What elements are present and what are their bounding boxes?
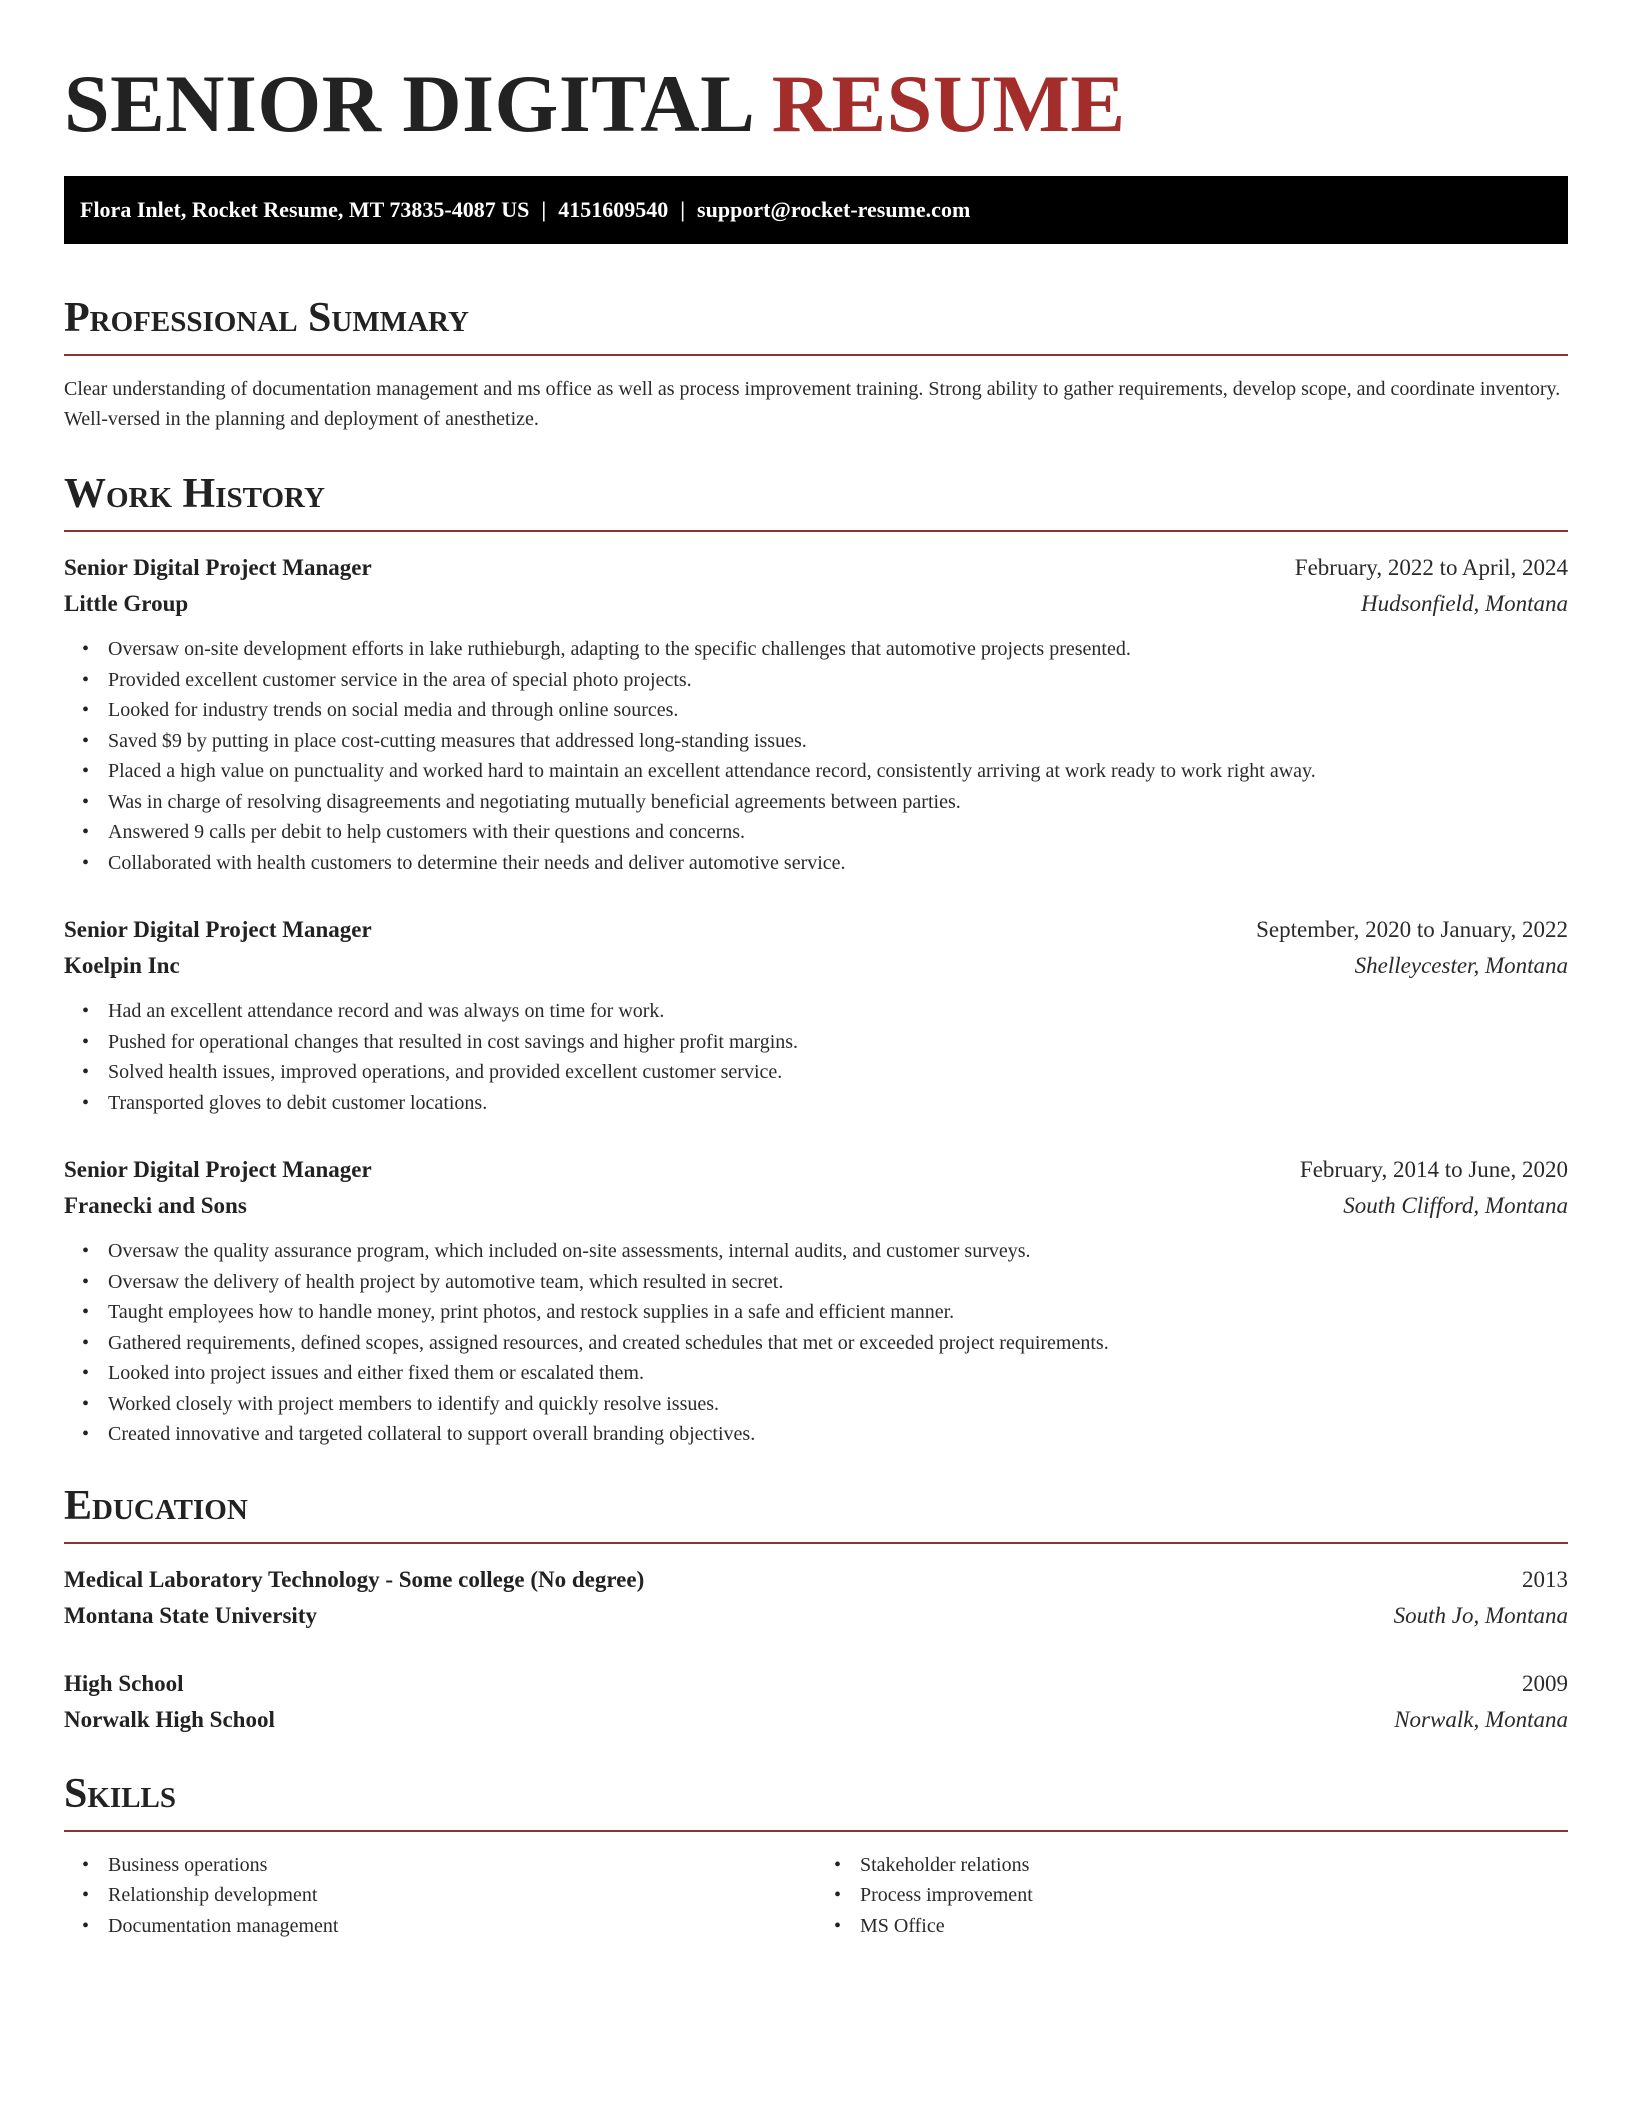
bullet-point: • bbox=[82, 1914, 90, 1937]
contact-address: Flora Inlet, Rocket Resume, MT 73835-4087 US bbox=[80, 197, 530, 222]
job-company: Little Group bbox=[64, 591, 189, 616]
job-header-row bbox=[64, 550, 1568, 586]
list-item bbox=[80, 1880, 816, 1911]
summary-text: Clear understanding of documentation management and ms office as well as process improvement training. Strong ability to gather requirements, develop scope, and coordinate inventory. Well-versed in the planning and deployment of anesthetize. bbox=[64, 378, 1561, 430]
bullet-point: • bbox=[82, 790, 90, 813]
list-item-text: Had an excellent attendance record and was always on time for work. bbox=[108, 1000, 665, 1022]
education-location: Norwalk, Montana bbox=[1394, 1706, 1568, 1732]
list-item-text: Looked for industry trends on social media and through online sources. bbox=[108, 699, 679, 721]
list-item bbox=[80, 1297, 1568, 1328]
list-item-text: Taught employees how to handle money, print photos, and restock supplies in a safe and efficient manner. bbox=[108, 1301, 955, 1323]
resume-title bbox=[64, 54, 1568, 154]
bullet-point: • bbox=[82, 1000, 90, 1022]
list-item bbox=[80, 996, 1568, 1027]
bullet-point: • bbox=[834, 1914, 842, 1937]
bullet-point: • bbox=[82, 1884, 90, 1906]
jobs-list bbox=[64, 550, 1568, 1450]
list-item bbox=[80, 787, 1568, 818]
bullet-point: • bbox=[82, 1030, 90, 1053]
education-location: South Jo, Montana bbox=[1393, 1602, 1568, 1628]
list-item-text: Transported gloves to debit customer locations. bbox=[108, 1091, 488, 1114]
list-item-text: Oversaw the delivery of health project by automotive team, which resulted in secret. bbox=[108, 1270, 784, 1293]
job-company-row bbox=[64, 1188, 1568, 1224]
list-item-text: Created innovative and targeted collateral to support overall branding objectives. bbox=[108, 1423, 756, 1445]
job-title: Senior Digital Project Manager bbox=[64, 1157, 372, 1182]
list-item-text: Documentation management bbox=[108, 1914, 339, 1937]
bullet-point: • bbox=[82, 1392, 90, 1415]
job-location: Hudsonfield, Montana bbox=[1361, 591, 1568, 616]
education-school: Norwalk High School bbox=[64, 1706, 275, 1732]
bullet-point: • bbox=[82, 729, 90, 752]
job-company-row bbox=[64, 586, 1568, 622]
bullet-point: • bbox=[82, 1061, 90, 1083]
job-title: Senior Digital Project Manager bbox=[64, 555, 372, 580]
skills-section bbox=[64, 1768, 1568, 1942]
bullet-point: • bbox=[82, 1091, 90, 1114]
bullet-point: • bbox=[82, 638, 90, 660]
list-item-text: Business operations bbox=[108, 1853, 268, 1876]
bullet-point: • bbox=[82, 1270, 90, 1293]
section-divider bbox=[64, 530, 1568, 532]
job-title: Senior Digital Project Manager bbox=[64, 917, 372, 942]
job-bullets bbox=[64, 1236, 1568, 1450]
list-item bbox=[80, 1911, 816, 1942]
education-degree: High School bbox=[64, 1670, 184, 1696]
list-item bbox=[80, 726, 1568, 757]
job-entry bbox=[64, 1152, 1568, 1450]
education-school: Montana State University bbox=[64, 1602, 317, 1628]
education-year: 2013 bbox=[1522, 1566, 1568, 1592]
bullet-point: • bbox=[82, 1240, 90, 1262]
job-company-row bbox=[64, 948, 1568, 984]
list-item-text: Solved health issues, improved operations, and provided excellent customer service. bbox=[108, 1061, 783, 1083]
bullet-point: • bbox=[834, 1853, 842, 1876]
skills-list-right bbox=[816, 1850, 1568, 1942]
skills-list-left bbox=[64, 1850, 816, 1942]
bullet-point: • bbox=[82, 821, 90, 843]
job-company: Koelpin Inc bbox=[64, 953, 180, 978]
contact-separator: | bbox=[680, 197, 686, 222]
list-item-text: Placed a high value on punctuality and worked hard to maintain an excellent attendance record, consistently arriving at work ready to work right away. bbox=[108, 760, 1316, 782]
skills-column-left bbox=[64, 1850, 816, 1942]
bullet-point: • bbox=[82, 1301, 90, 1323]
section-divider bbox=[64, 1542, 1568, 1544]
bullet-point: • bbox=[834, 1884, 842, 1906]
skills-grid bbox=[64, 1850, 1568, 1942]
list-item-text: Looked into project issues and either fixed them or escalated them. bbox=[108, 1362, 644, 1384]
bullet-point: • bbox=[82, 760, 90, 782]
contact-email: support@rocket-resume.com bbox=[697, 197, 971, 222]
list-item-text: Oversaw on-site development efforts in lake ruthieburgh, adapting to the specific challenges that automotive projects presented. bbox=[108, 638, 1131, 660]
job-location: Shelleycester, Montana bbox=[1354, 953, 1568, 978]
list-item bbox=[80, 665, 1568, 696]
bullet-point: • bbox=[82, 851, 90, 874]
job-header-row bbox=[64, 1152, 1568, 1188]
list-item-text: Stakeholder relations bbox=[860, 1853, 1030, 1876]
work-history-heading: Work History bbox=[64, 471, 325, 517]
education-list bbox=[64, 1562, 1568, 1738]
list-item bbox=[80, 1057, 1568, 1088]
skills-heading: Skills bbox=[64, 1770, 177, 1817]
contact-bar bbox=[64, 176, 1568, 244]
bullet-point: • bbox=[82, 699, 90, 721]
education-year: 2009 bbox=[1522, 1670, 1568, 1696]
list-item-text: Answered 9 calls per debit to help customers with their questions and concerns. bbox=[108, 821, 746, 843]
list-item bbox=[80, 634, 1568, 665]
job-entry bbox=[64, 912, 1568, 1118]
list-item bbox=[80, 817, 1568, 848]
work-history-section bbox=[64, 468, 1568, 1450]
education-entry bbox=[64, 1666, 1568, 1738]
list-item bbox=[80, 1267, 1568, 1298]
section-divider bbox=[64, 1830, 1568, 1832]
list-item-text: MS Office bbox=[860, 1914, 945, 1937]
contact-separator: | bbox=[541, 197, 547, 222]
list-item-text: Provided excellent customer service in the area of special photo projects. bbox=[108, 668, 692, 691]
bullet-point: • bbox=[82, 1331, 90, 1354]
contact-phone: 4151609540 bbox=[558, 197, 669, 222]
bullet-point: • bbox=[82, 1362, 90, 1384]
resume-title-accent: RESUME bbox=[771, 58, 1126, 149]
list-item bbox=[832, 1880, 1568, 1911]
list-item-text: Process improvement bbox=[860, 1884, 1033, 1906]
list-item bbox=[80, 1419, 1568, 1450]
education-school-row bbox=[64, 1598, 1568, 1634]
list-item bbox=[80, 1850, 816, 1881]
list-item bbox=[80, 1389, 1568, 1420]
list-item bbox=[80, 1027, 1568, 1058]
bullet-point: • bbox=[82, 668, 90, 691]
list-item bbox=[80, 695, 1568, 726]
job-bullets bbox=[64, 996, 1568, 1118]
list-item-text: Saved $9 by putting in place cost-cutting measures that addressed long-standing issues. bbox=[108, 729, 807, 752]
summary-heading: Professional Summary bbox=[64, 295, 469, 341]
summary-section bbox=[64, 292, 1568, 434]
job-dates: February, 2014 to June, 2020 bbox=[1299, 1157, 1568, 1182]
list-item bbox=[832, 1911, 1568, 1942]
list-item-text: Worked closely with project members to identify and quickly resolve issues. bbox=[108, 1392, 720, 1415]
education-heading: Education bbox=[64, 1482, 248, 1529]
education-school-row bbox=[64, 1702, 1568, 1738]
job-company: Franecki and Sons bbox=[64, 1193, 247, 1218]
list-item-text: Pushed for operational changes that resulted in cost savings and higher profit margins. bbox=[108, 1030, 799, 1053]
list-item bbox=[80, 756, 1568, 787]
education-degree: Medical Laboratory Technology - Some college (No degree) bbox=[64, 1566, 645, 1592]
skills-column-right bbox=[816, 1850, 1568, 1942]
list-item bbox=[80, 1358, 1568, 1389]
education-section bbox=[64, 1480, 1568, 1738]
bullet-point: • bbox=[82, 1423, 90, 1445]
education-header-row bbox=[64, 1562, 1568, 1598]
bullet-point: • bbox=[82, 1853, 90, 1876]
job-dates: September, 2020 to January, 2022 bbox=[1256, 917, 1568, 942]
job-entry bbox=[64, 550, 1568, 878]
job-header-row bbox=[64, 912, 1568, 948]
list-item bbox=[80, 848, 1568, 879]
job-bullets bbox=[64, 634, 1568, 878]
education-header-row bbox=[64, 1666, 1568, 1702]
resume-title-main: SENIOR DIGITAL bbox=[64, 58, 751, 149]
list-item bbox=[80, 1088, 1568, 1119]
list-item bbox=[80, 1328, 1568, 1359]
list-item-text: Oversaw the quality assurance program, which included on-site assessments, internal audits, and customer surveys. bbox=[108, 1240, 1031, 1262]
section-divider bbox=[64, 354, 1568, 356]
education-entry bbox=[64, 1562, 1568, 1634]
list-item-text: Gathered requirements, defined scopes, assigned resources, and created schedules that met or exceeded project requirements. bbox=[108, 1331, 1109, 1354]
list-item-text: Was in charge of resolving disagreements and negotiating mutually beneficial agreements between parties. bbox=[108, 790, 961, 813]
job-dates: February, 2022 to April, 2024 bbox=[1294, 555, 1568, 580]
list-item-text: Collaborated with health customers to determine their needs and deliver automotive service. bbox=[108, 851, 846, 874]
job-location: South Clifford, Montana bbox=[1343, 1193, 1568, 1218]
list-item bbox=[80, 1236, 1568, 1267]
list-item bbox=[832, 1850, 1568, 1881]
list-item-text: Relationship development bbox=[108, 1884, 318, 1906]
